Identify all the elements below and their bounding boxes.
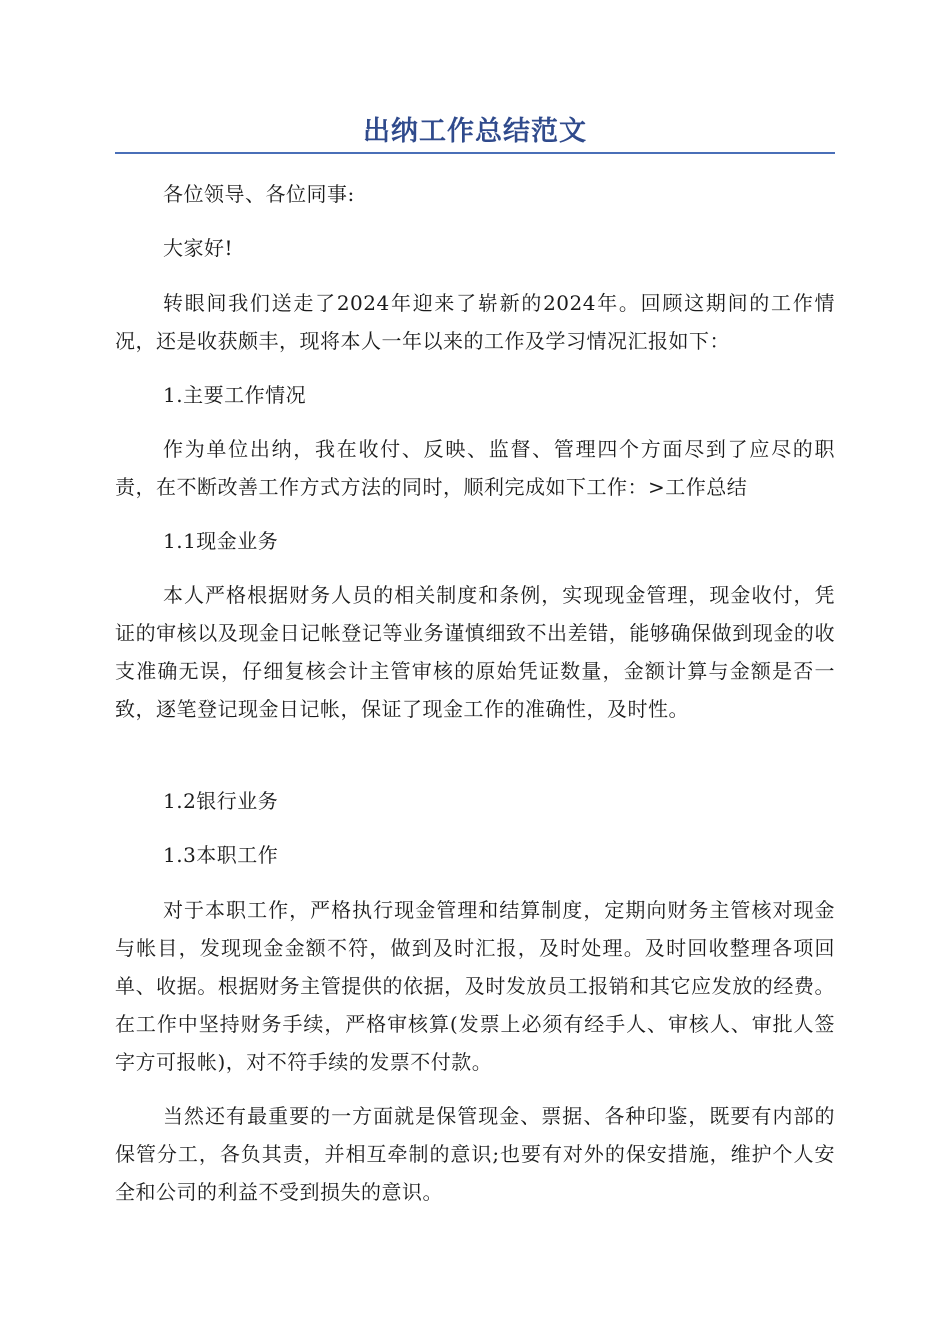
document-title: 出纳工作总结范文 <box>363 116 587 147</box>
section-heading-1: 1.主要工作情况 <box>163 383 307 407</box>
cash-business-paragraph: 本人严格根据财务人员的相关制度和条例，实现现金管理，现金收付，凭证的审核以及现金日记帐登记等业务谨慎细致不出差错，能够确保做到现金的收支准确无误，仔细复核会计主管审核的原始凭证数量，金额计算与金额是否一致，逐笔登记现金日记帐，保证了现金工作的准确性，及时性。 <box>115 583 835 721</box>
hello-paragraph: 大家好! <box>163 236 234 260</box>
title-underline <box>115 152 835 154</box>
document-page <box>115 0 835 1204</box>
intro-paragraph: 转眼间我们送走了2024年迎来了崭新的2024年。回顾这期间的工作情况，还是收获颇丰，现将本人一年以来的工作及学习情况汇报如下： <box>115 291 835 353</box>
section-heading-1-1: 1.1现金业务 <box>163 529 279 553</box>
job-duties-paragraph: 对于本职工作，严格执行现金管理和结算制度，定期向财务主管核对现金与帐目，发现现金金额不符，做到及时汇报，及时处理。及时回收整理各项回单、收据。根据财务主管提供的依据，及时发放员工报销和其它应发放的经费。在工作中坚持财务手续，严格审核算(发票上必须有经手人、审核人、审批人签字方可报帐)，对不符手续的发票不付款。 <box>115 898 835 1074</box>
section-heading-1-2: 1.2银行业务 <box>163 789 279 813</box>
greeting-paragraph: 各位领导、各位同事: <box>163 182 355 206</box>
duty-paragraph: 作为单位出纳，我在收付、反映、监督、管理四个方面尽到了应尽的职责，在不断改善工作方式方法的同时，顺利完成如下工作：>工作总结 <box>115 437 835 499</box>
safekeeping-paragraph: 当然还有最重要的一方面就是保管现金、票据、各种印鉴，既要有内部的保管分工，各负其责，并相互牵制的意识;也要有对外的保安措施，维护个人安全和公司的利益不受到损失的意识。 <box>115 1104 835 1204</box>
section-heading-1-3: 1.3本职工作 <box>163 843 279 867</box>
